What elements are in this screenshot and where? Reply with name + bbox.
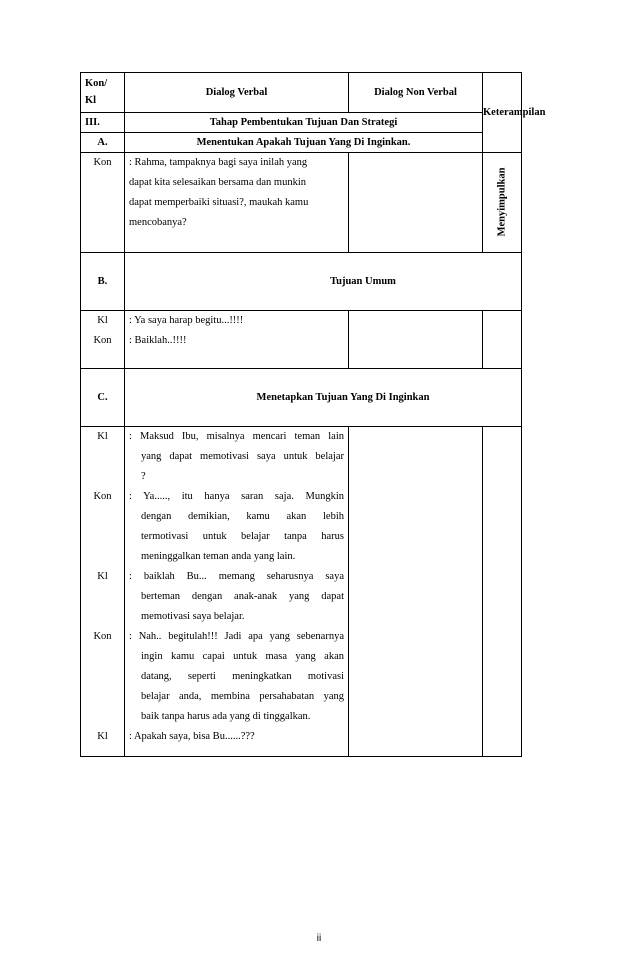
- kon-kl-line1: Kon/: [85, 78, 108, 89]
- dialog-verbal-header: Dialog Verbal: [125, 73, 349, 113]
- keterampilan-header: [483, 73, 546, 153]
- section-a-line-2: dapat kita selesaikan bersama dan munkin: [129, 177, 306, 188]
- section-c-t4-line-3: datang, seperti meningkatkan motivasi: [141, 671, 344, 682]
- section-c-t2-line-1: : Ya....., itu hanya saran saja. Mungkin: [129, 491, 344, 502]
- section-c-t1-line-3: ?: [141, 471, 146, 482]
- section-c-t3-line-2: berteman dengan anak-anak yang dapat: [141, 591, 344, 602]
- page-number: ii: [316, 933, 322, 944]
- section-c-t4-line-1: : Nah.. begitulah!!! Jadi apa yang sebenarnya: [129, 631, 344, 642]
- section-c-t1-line-1: : Maksud Ibu, misalnya mencari teman lain: [129, 431, 344, 442]
- section-c-speaker-1: Kl: [97, 431, 108, 442]
- section-a-skill: Menyimpulkan: [496, 167, 508, 237]
- section-a-line-4: mencobanya?: [129, 217, 187, 228]
- section-b-line-1: : Ya saya harap begitu...!!!!: [129, 315, 244, 326]
- section-c-speaker-4: Kon: [93, 631, 112, 642]
- section-a-nonverbal: [349, 153, 483, 253]
- section-a-dialog: [125, 153, 349, 253]
- section-a-letter: A.: [81, 133, 125, 153]
- section-b-speaker-2: Kon: [93, 335, 112, 346]
- section-c-speaker-2: Kon: [93, 491, 112, 502]
- section-a-title: Menentukan Apakah Tujuan Yang Di Inginkan.: [125, 133, 483, 153]
- section-a-speaker-cell: [81, 153, 125, 253]
- section-c-title: Menetapkan Tujuan Yang Di Inginkan: [125, 369, 522, 427]
- section-a-line-3: dapat memperbaiki situasi?, maukah kamu: [129, 197, 309, 208]
- dialog-non-verbal-header: Dialog Non Verbal: [349, 73, 483, 113]
- section-c-speaker-5: Kl: [97, 731, 108, 742]
- section-a-line-1: : Rahma, tampaknya bagi saya inilah yang: [129, 157, 308, 168]
- section-c-t5-line-1: : Apakah saya, bisa Bu......???: [129, 731, 255, 742]
- section-b-skill: [483, 311, 522, 369]
- keterampilan-label: Keterampilan: [483, 107, 546, 118]
- section-c-skill: [483, 427, 522, 757]
- kon-kl-line2: Kl: [85, 95, 97, 106]
- section-c-t4-line-4: belajar anda, membina persahabatan yang: [141, 691, 344, 702]
- section-c-letter: C.: [81, 369, 125, 427]
- section-c-t3-line-3: memotivasi saya belajar.: [141, 611, 245, 622]
- section-c-t4-line-2: ingin kamu capai untuk masa yang akan: [141, 651, 344, 662]
- section-c-t1-line-2: yang dapat memotivasi saya untuk belajar: [141, 451, 344, 462]
- section-c-t2-line-4: meninggalkan teman anda yang lain.: [141, 551, 296, 562]
- section-iii-title: Tahap Pembentukan Tujuan Dan Strategi: [125, 113, 483, 133]
- section-b-letter: B.: [81, 253, 125, 311]
- section-c-dialog: [125, 427, 349, 757]
- section-b-nonverbal: [349, 311, 483, 369]
- kon-kl-header: [81, 73, 125, 113]
- section-c-t4-line-5: baik tanpa harus ada yang di tinggalkan.: [141, 711, 311, 722]
- section-b-line-2: : Baiklah..!!!!: [129, 335, 187, 346]
- section-c-speaker-3: Kl: [97, 571, 108, 582]
- dialog-table: [80, 72, 546, 757]
- section-c-t3-line-1: : baiklah Bu... memang seharusnya saya: [129, 571, 344, 582]
- section-b-title: Tujuan Umum: [125, 253, 522, 311]
- section-c-t2-line-2: dengan demikian, kamu akan lebih: [141, 511, 344, 522]
- section-c-speakers: [81, 427, 125, 757]
- section-b-speakers: [81, 311, 125, 369]
- section-c-nonverbal: [349, 427, 483, 757]
- section-b-dialog: [125, 311, 349, 369]
- section-iii-number: III.: [81, 113, 125, 133]
- section-b-speaker-1: Kl: [97, 315, 108, 326]
- section-a-speaker: Kon: [93, 157, 112, 168]
- section-a-skill-cell: [483, 153, 522, 253]
- section-c-t2-line-3: termotivasi untuk belajar tanpa harus: [141, 531, 344, 542]
